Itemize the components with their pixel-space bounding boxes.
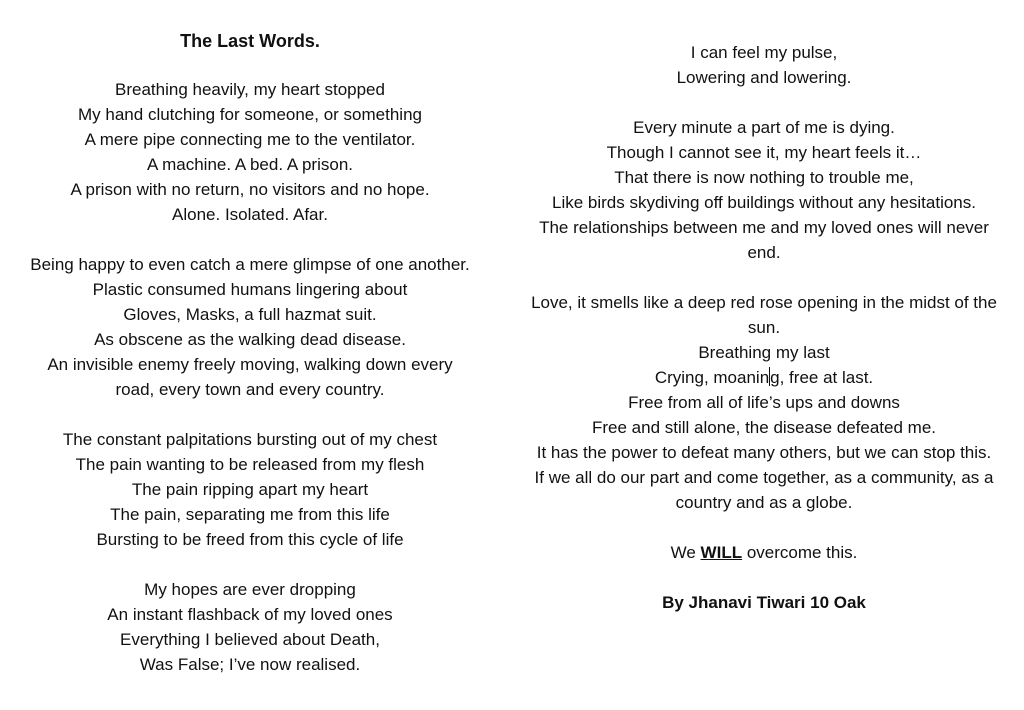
poem-line: Bursting to be freed from this cycle of life <box>96 530 404 549</box>
poem-line: A prison with no return, no visitors and no hope. <box>70 180 430 199</box>
poem-line: Was False; I’ve now realised. <box>139 655 361 674</box>
poem-line: An instant flashback of my loved ones <box>107 605 393 624</box>
poem-line: That there is now nothing to trouble me, <box>614 168 914 187</box>
poem-line: Plastic consumed humans lingering about <box>92 280 408 299</box>
stanza-7 <box>524 290 1004 515</box>
stanza-3 <box>30 427 470 552</box>
poem-line: Breathing my last <box>698 343 830 362</box>
poem-line: A machine. A bed. A prison. <box>146 155 354 174</box>
closing-before: We <box>670 543 701 562</box>
poem-line: Love, it smells like a deep red rose opening in the midst of the sun. <box>531 293 997 337</box>
poem-line: Free and still alone, the disease defeated me. <box>592 418 936 437</box>
poem-line: Lowering and lowering. <box>676 68 852 87</box>
stanza-2 <box>30 252 470 402</box>
poem-line: Everything I believed about Death, <box>120 630 380 649</box>
poem-line: Every minute a part of me is dying. <box>633 118 895 137</box>
closing-line <box>524 540 1004 565</box>
poem-line: It has the power to defeat many others, but we can stop this. <box>536 443 992 462</box>
stanza-5 <box>524 40 1004 90</box>
poem-line: My hopes are ever dropping <box>144 580 356 599</box>
poem-line-with-cursor <box>524 365 1004 390</box>
poem-line: Breathing heavily, my heart stopped <box>115 80 385 99</box>
poem-line: The pain wanting to be released from my flesh <box>75 455 425 474</box>
poem-line <box>524 540 1004 565</box>
poem-line: Though I cannot see it, my heart feels it… <box>606 143 922 162</box>
stanza-4 <box>30 577 470 677</box>
poem-line: As obscene as the walking dead disease. <box>94 330 406 349</box>
poem-line: My hand clutching for someone, or something <box>78 105 422 124</box>
poem-line: An invisible enemy freely moving, walking down every road, every town and every country. <box>47 355 453 399</box>
poem-line: Gloves, Masks, a full hazmat suit. <box>123 305 377 324</box>
poem-line: Alone. Isolated. Afar. <box>172 205 328 224</box>
closing-after: overcome this. <box>742 543 858 562</box>
left-column <box>30 0 470 702</box>
poem-line: Being happy to even catch a mere glimpse of one another. <box>30 255 470 274</box>
poem-line: The relationships between me and my loved ones will never end. <box>539 218 989 262</box>
closing-emphasis: WILL <box>700 543 743 562</box>
poem-line: The pain ripping apart my heart <box>131 480 369 499</box>
author-byline: By Jhanavi Tiwari 10 Oak <box>662 593 866 612</box>
right-column <box>524 0 1004 615</box>
poem-line: Free from all of life’s ups and downs <box>628 393 900 412</box>
poem-title: The Last Words. <box>180 31 320 51</box>
poem-line: Like birds skydiving off buildings without any hesitations. <box>552 193 976 212</box>
poem-line: The pain, separating me from this life <box>110 505 390 524</box>
line-segment: Crying, moanin <box>654 368 770 387</box>
poem-line: I can feel my pulse, <box>690 43 838 62</box>
stanza-6 <box>524 115 1004 265</box>
poem-line: A mere pipe connecting me to the ventilator. <box>84 130 416 149</box>
stanza-1 <box>30 77 470 227</box>
poem-line: If we all do our part and come together, as a community, as a country and as a globe. <box>534 468 994 512</box>
line-segment: g, free at last. <box>770 368 874 387</box>
poem-line: The constant palpitations bursting out of my chest <box>62 430 438 449</box>
